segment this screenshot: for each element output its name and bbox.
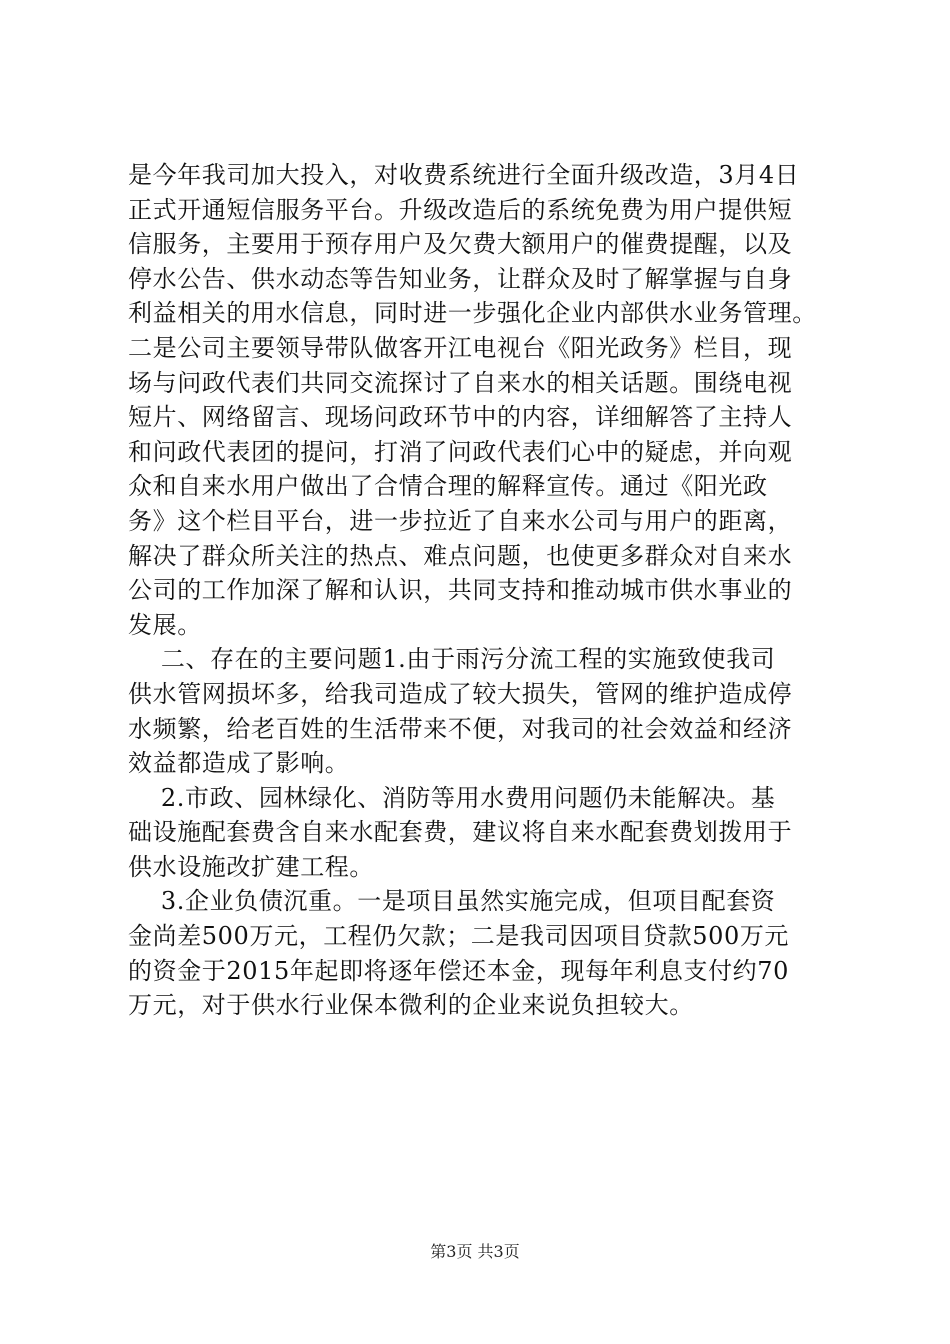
text-line: 水频繁，给老百姓的生活带来不便，对我司的社会效益和经济 (128, 714, 793, 743)
text-line: 供水设施改扩建工程。 (128, 852, 374, 881)
text-line: 信服务，主要用于预存用户及欠费大额用户的催费提醒，以及 (128, 230, 793, 259)
text-line: 停水公告、供水动态等告知业务，让群众及时了解掌握与自身 (128, 264, 793, 293)
text-line: 的资金于2015年起即将逐年偿还本金，现每年利息支付约70 (128, 956, 790, 985)
page-number-footer: 第3页 共3页 (430, 1242, 520, 1261)
text-line: 正式开通短信服务平台。升级改造后的系统免费为用户提供短 (128, 195, 793, 224)
text-line: 万元，对于供水行业保本微利的企业来说负担较大。 (128, 991, 694, 1020)
text-line: 二是公司主要领导带队做客开江电视台《阳光政务》栏目，现 (128, 333, 793, 362)
text-line: 效益都造成了影响。 (128, 749, 350, 778)
text-line: 2.市政、园林绿化、消防等用水费用问题仍未能解决。基 (128, 783, 776, 812)
document-body (128, 158, 828, 1023)
text-line: 众和自来水用户做出了合情合理的解释宣传。通过《阳光政 (128, 472, 768, 501)
text-line: 公司的工作加深了解和认识，共同支持和推动城市供水事业的 (128, 576, 793, 605)
text-line: 发展。 (128, 610, 202, 639)
text-line: 和问政代表团的提问，打消了问政代表们心中的疑虑，并向观 (128, 437, 793, 466)
text-line: 场与问政代表们共同交流探讨了自来水的相关话题。围绕电视 (128, 368, 793, 397)
text-line: 利益相关的用水信息，同时进一步强化企业内部供水业务管理。 (128, 299, 817, 328)
text-line: 金尚差500万元，工程仍欠款；二是我司因项目贷款500万元 (128, 922, 790, 951)
text-line: 解决了群众所关注的热点、难点问题，也使更多群众对自来水 (128, 541, 793, 570)
text-line: 供水管网损坏多，给我司造成了较大损失，管网的维护造成停 (128, 679, 793, 708)
text-line: 二、存在的主要问题1.由于雨污分流工程的实施致使我司 (128, 645, 776, 674)
text-line: 短片、网络留言、现场问政环节中的内容，详细解答了主持人 (128, 403, 793, 432)
text-line: 础设施配套费含自来水配套费，建议将自来水配套费划拨用于 (128, 818, 793, 847)
text-line: 是今年我司加大投入，对收费系统进行全面升级改造，3月4日 (128, 161, 800, 189)
text-line: 3.企业负债沉重。一是项目虽然实施完成，但项目配套资 (128, 887, 776, 916)
text-line: 务》这个栏目平台，进一步拉近了自来水公司与用户的距离， (128, 506, 793, 535)
